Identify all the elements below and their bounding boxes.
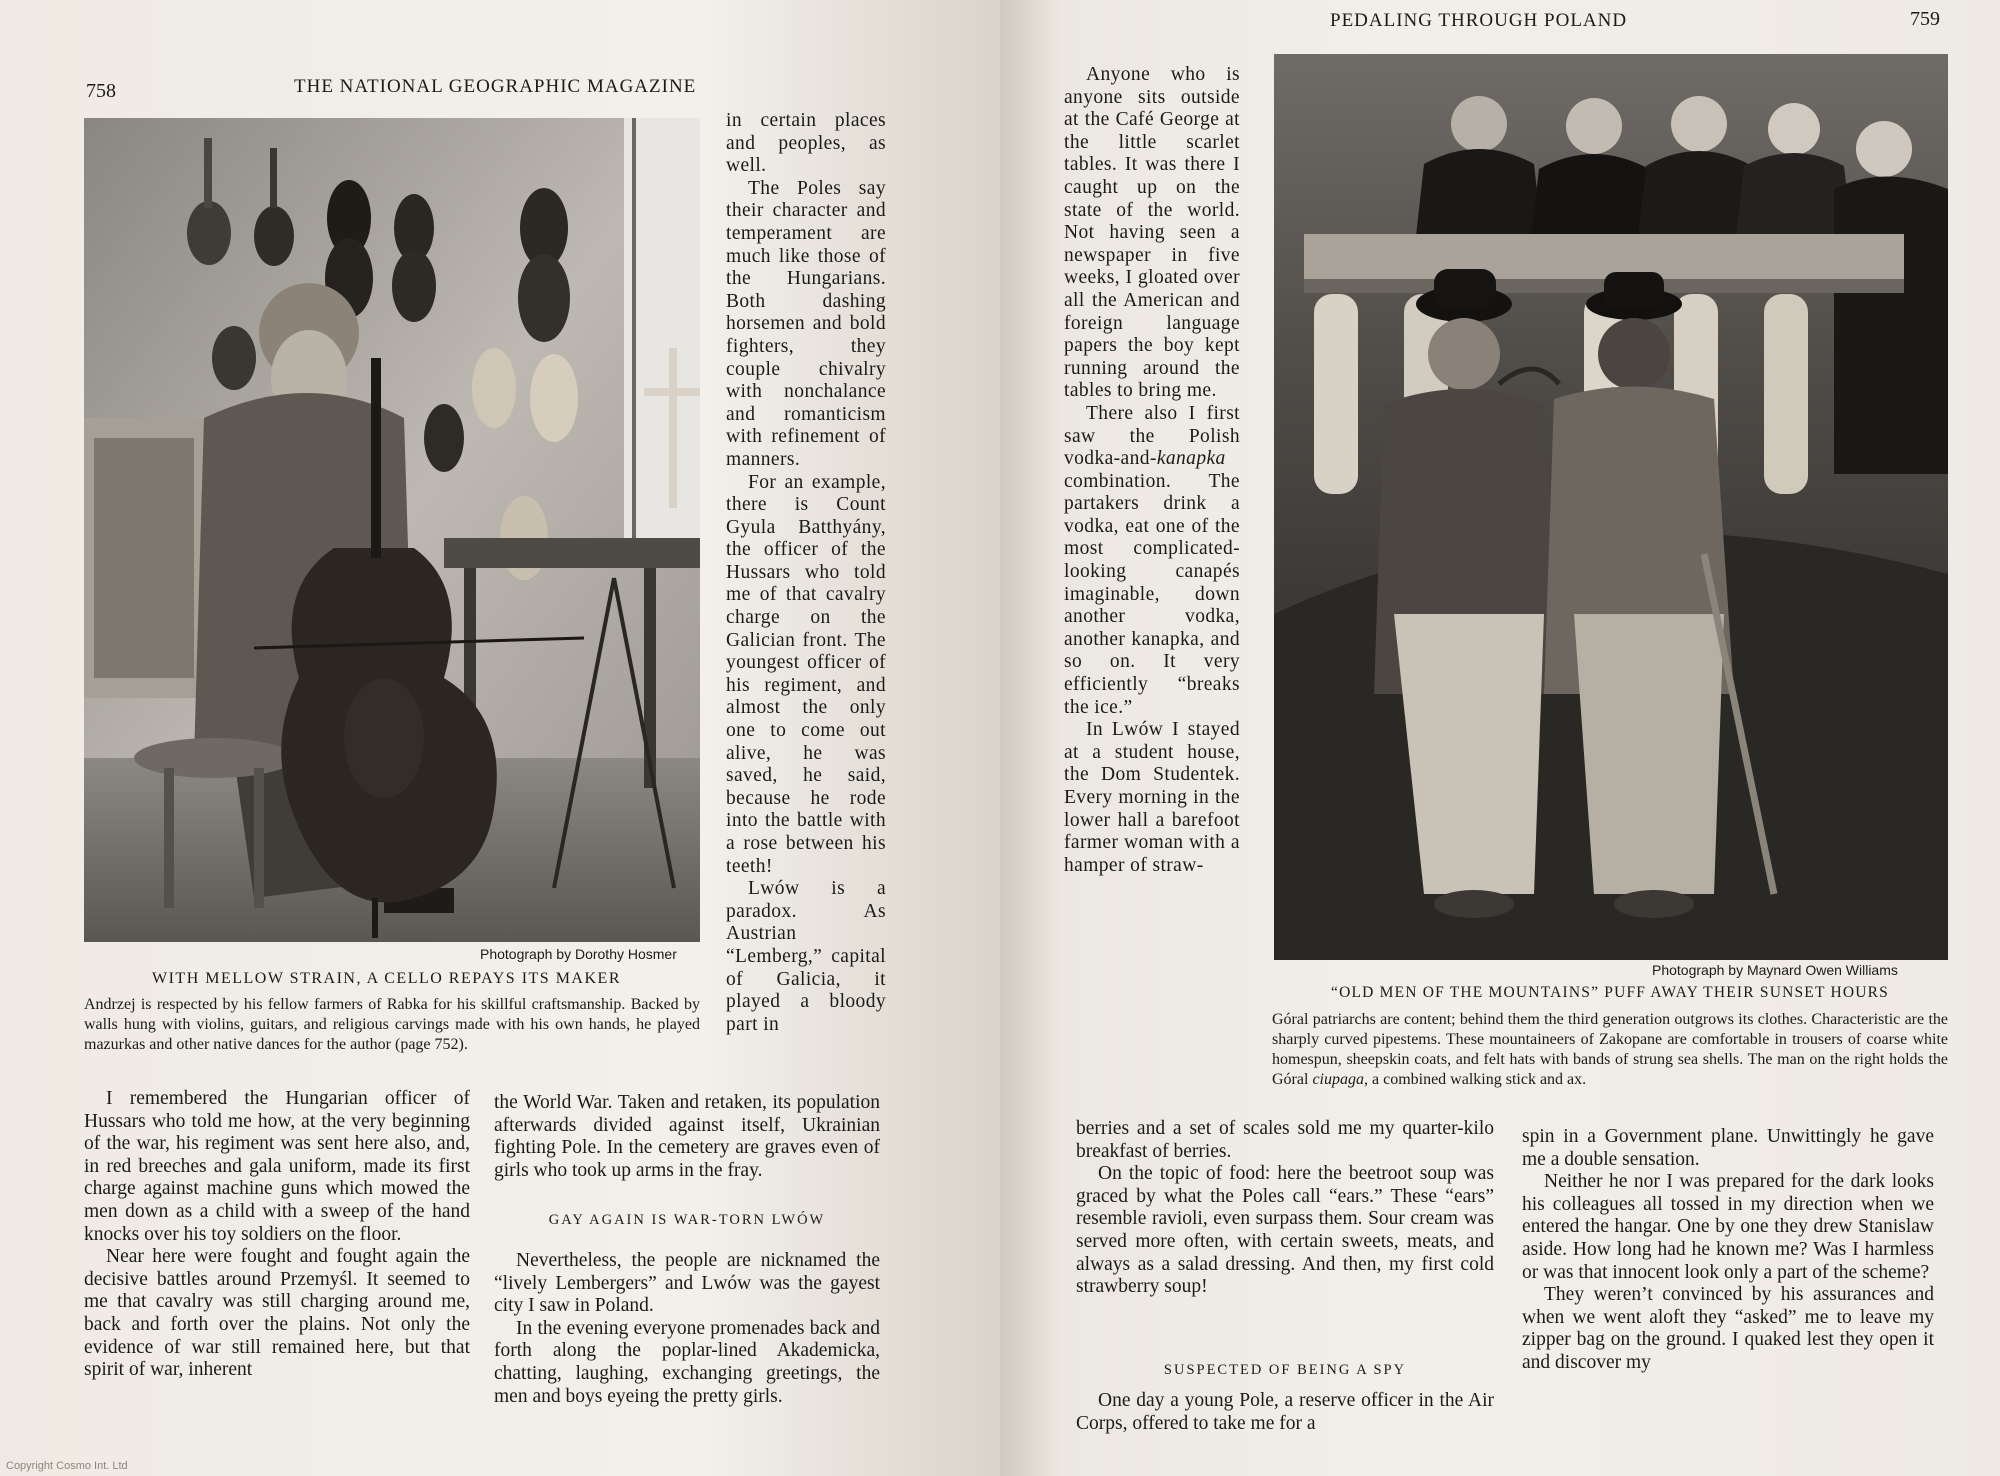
text-span: There also I first saw the Polish vodka-and- [1064,402,1240,470]
page-number-right: 759 [1910,8,1940,30]
paragraph: On the topic of food: here the beetroot soup was graced by what the Poles call “ears.” These “ears” resemble ravioli, even surpass them. Sour cream was served more often, with certain sweets, meats, and always as a salad dressing. And then, my first cold strawberry soup! [1076,1163,1494,1298]
paragraph: In Lwów I stayed at a student house, the Dom Studentek. Every morning in the lower hall a barefoot farmer woman with a hamper of straw- [1064,719,1240,876]
italic-word: kanapka [1156,448,1226,470]
right-lower-column-1b [1076,1390,1494,1435]
paragraph: Near here were fought and fought again the decisive battles around Przemyśl. It seemed to me that cavalry was still charging around me, back and forth over the plains. Not only the evidence of war still remained here, but that spirit of war, inherent [84,1246,470,1381]
left-side-column [726,110,886,1036]
old-men-mountains-photo [1274,54,1948,960]
section-subhead-right: SUSPECTED OF BEING A SPY [1163,1362,1407,1378]
paragraph [1064,403,1240,719]
paragraph: Neither he nor I was prepared for the dark looks his colleagues all tossed in my direction when we entered the hangar. One by one they drew Stanislaw aside. How long had he known me? Was I harmless or was that innocent look only a part of the scheme? [1522,1171,1934,1283]
photo-credit-left: Photograph by Dorothy Hosmer [480,946,677,962]
paragraph: the World War. Taken and retaken, its population afterwards divided against itself, Ukrainian fighting Pole. In the cemetery are graves even of girls who took up arms in the fray. [494,1092,880,1181]
right-page [1000,0,2000,1476]
caption-body-right [1272,1010,1948,1090]
section-subhead-left: GAY AGAIN IS WAR-TORN LWÓW [548,1212,826,1228]
paragraph: In the evening everyone promenades back and forth along the poplar-lined Akademicka, chatting, laughing, exchanging greetings, the men and boys eyeing the pretty girls. [494,1317,880,1407]
text-span: , a combined walking stick and ax. [1363,1071,1587,1088]
paragraph: spin in a Government plane. Unwittingly he gave me a double sensation. [1522,1126,1934,1170]
paragraph: Anyone who is anyone sits outside at the Café George at the little scarlet tables. It was there I caught up on the state of the world. Not having seen a newspaper in five weeks, I gloated over all the American and foreign language papers the boy kept running around the tables to bring me. [1064,64,1240,402]
italic-word: ciupaga [1312,1071,1364,1088]
caption-body-left: Andrzej is respected by his fellow farmers of Rabka for his skillful craftsmanship. Backed by walls hung with violins, guitars, and religious carvings made with his own hands, he played mazurkas and other native dances for the author (page 752). [84,996,700,1053]
paragraph: One day a young Pole, a reserve officer in the Air Corps, offered to take me for a [1076,1390,1494,1434]
running-head-right: PEDALING THROUGH POLAND [1330,10,1628,31]
paragraph: The Poles say their character and temperament are much like those of the Hungarians. Both dashing horsemen and bold fighters, they couple chivalry with nonchalance and romanticism with refinement of manners. [726,177,886,470]
right-side-column [1064,64,1240,877]
left-lower-column-2 [494,1092,880,1182]
left-lower-column-1 [84,1088,470,1382]
copyright-notice: Copyright Cosmo Int. Ltd [6,1460,128,1472]
text-span: combination. The partakers drink a vodka, eat one of the most complicated-looking canapés imaginable, down another vodka, another kanapka, and so on. It very efficiently “breaks the ice.” [1064,470,1240,718]
paragraph: berries and a set of scales sold me my quarter-kilo breakfast of berries. [1076,1118,1494,1162]
paragraph: For an example, there is Count Gyula Batthyány, the officer of the Hussars who told me of that cavalry charge on the Galician front. The youngest officer of his regiment, and almost the only one to come out alive, he was saved, he said, because he rode into the battle with a rose between his teeth! [726,471,886,877]
caption-title-left: WITH MELLOW STRAIN, A CELLO REPAYS ITS MAKER [152,970,621,987]
paragraph: They weren’t convinced by his assurances and when we went aloft they “asked” me to leave my zipper bag on the ground. I quaked lest they open it and discover my [1522,1284,1934,1373]
caption-title-right: “OLD MEN OF THE MOUNTAINS” PUFF AWAY THEIR SUNSET HOURS [1331,984,1889,1001]
cello-maker-photo [84,118,700,942]
right-lower-column-1 [1076,1118,1494,1299]
paragraph: Nevertheless, the people are nicknamed the “lively Lembergers” and Lwów was the gayest city I saw in Poland. [494,1250,880,1317]
right-lower-column-2 [1522,1126,1934,1375]
left-lower-column-2b [494,1250,880,1408]
paragraph: Lwów is a paradox. As Austrian “Lemberg,” capital of Galicia, it played a bloody part in [726,878,886,1035]
paragraph: I remembered the Hungarian officer of Hussars who told me how, at the very beginning of the war, his regiment was sent here also, and, in red breeches and gala uniform, made its first charge against machine guns which mowed the men down as a child with a sweep of the hand knocks over his toy soldiers on the floor. [84,1088,470,1245]
page-number-left: 758 [86,80,116,102]
text-span: Góral patriarchs are content; behind them the third generation outgrows its clothes. Characteristic are the sharply curved pipestems. These mountaineers of Zakopane are comfortable in trousers of coarse white homespun, sheepskin coats, and felt hats with bands of strung sea shells. The man on the right holds the Góral [1272,1011,1948,1088]
running-head-left: THE NATIONAL GEOGRAPHIC MAGAZINE [294,76,697,97]
paragraph: in certain places and peoples, as well. [726,110,886,177]
photo-credit-right: Photograph by Maynard Owen Williams [1652,962,1898,978]
